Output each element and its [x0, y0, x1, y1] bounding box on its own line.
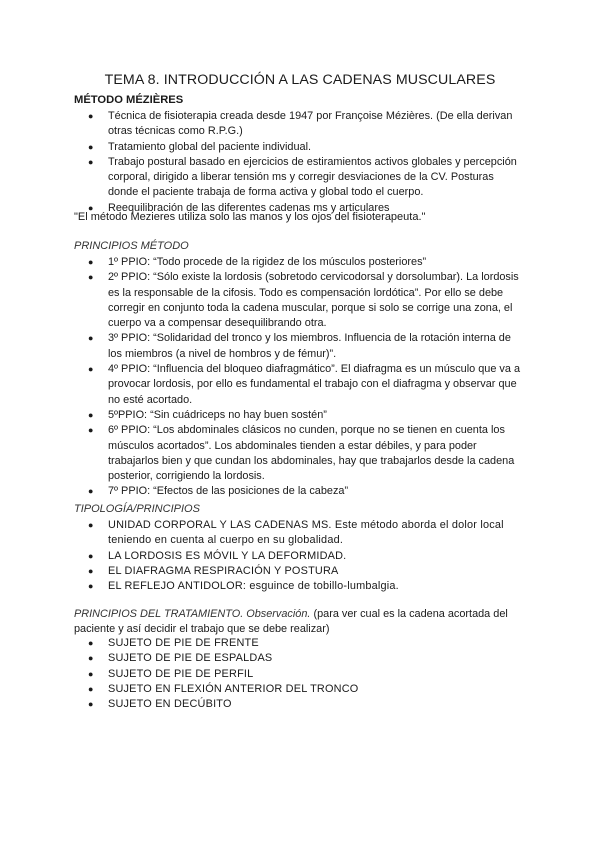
tipologia-bullet-list	[74, 518, 524, 594]
bullet-icon: ●	[88, 425, 94, 436]
bullet-icon: ●	[88, 668, 94, 679]
bullet-icon: ●	[88, 257, 94, 267]
list-item: ● SUJETO DE PIE DE PERFIL	[74, 667, 524, 682]
tratamiento-bullet-list	[74, 636, 524, 712]
bullet-icon: ●	[88, 156, 94, 167]
bullet-icon: ●	[88, 202, 94, 213]
list-item: ● Técnica de fisioterapia creada desde 1947 por Françoise Mézières. (De ella derivan otras técnicas como R.P.G.)	[88, 110, 513, 138]
bullet-icon: ●	[88, 638, 94, 648]
bullet-icon: ●	[88, 653, 94, 664]
list-item: ● Tratamiento global del paciente individual.	[74, 140, 524, 155]
bullet-icon: ●	[88, 364, 94, 375]
bullet-icon: ●	[88, 699, 94, 710]
bullet-icon: ●	[88, 486, 94, 497]
section-heading-metodo: MÉTODO MÉZIÈRES	[74, 94, 184, 106]
list-item: ● 4º PPIO: “Influencia del bloqueo diafragmático”. El diafragma es un músculo que va a provocar lordosis, por ello es fundamental el trabajo con el diafragma y observar que no esté acortado.	[88, 363, 520, 406]
list-item: ● 6º PPIO: “Los abdominales clásicos no cunden, porque no se tienen en cuenta los músculos acortados”. Los abdominales tienden a estar débiles, y para poder trabajarlos bien y que cundan los abdominales, hay que trabajarlos desde la cadena posterior, corrigiendo la lordosis.	[88, 424, 515, 483]
section-heading-tratamiento: PRINCIPIOS DEL TRATAMIENTO. Observación. (para ver cual es la cadena acortada del paciente y así decidir el trabajo que se debe realizar)	[74, 608, 508, 636]
list-item: ● 2º PPIO: “Sólo existe la lordosis (sobretodo cervicodorsal y dorsolumbar). La lordosis es la responsable de la cifosis. Todo es compensación lordótica”. Por ello se debe corregir en conjunto toda la cadena muscular, porque si solo se corrige una zona, el cuerpo va a compensar desequilibrando otra.	[88, 271, 519, 330]
list-item: ● EL REFLEJO ANTIDOLOR: esguince de tobillo-lumbalgia.	[74, 579, 524, 594]
list-item: ● SUJETO DE PIE DE FRENTE	[74, 636, 524, 651]
bullet-icon: ●	[88, 141, 94, 152]
list-item: ● SUJETO EN FLEXIÓN ANTERIOR DEL TRONCO	[74, 682, 524, 697]
bullet-icon: ●	[88, 683, 94, 694]
section-heading-tipologia: TIPOLOGÍA/PRINCIPIOS	[74, 503, 200, 515]
bullet-icon: ●	[88, 272, 94, 283]
page-title: TEMA 8. INTRODUCCIÓN A LAS CADENAS MUSCULARES	[104, 72, 496, 88]
principios-bullet-list	[74, 255, 524, 500]
bullet-icon: ●	[88, 550, 94, 561]
list-item: ● SUJETO DE PIE DE ESPALDAS	[74, 651, 524, 666]
bullet-icon: ●	[88, 333, 94, 344]
bullet-icon: ●	[88, 581, 94, 592]
bullet-icon: ●	[88, 409, 94, 420]
list-item: ● LA LORDOSIS ES MÓVIL Y LA DEFORMIDAD.	[74, 549, 524, 564]
list-item: ● Trabajo postural basado en ejercicios de estiramientos activos globales y percepción corporal, dirigido a liberar tensión ms y corregir desviaciones de la CV. Posturas donde el paciente trabaja de forma activa y global todo el cuerpo.	[88, 155, 517, 199]
list-item: ● Reequilibración de las diferentes cadenas ms y articulares	[74, 201, 524, 216]
metodo-quote: "El método Mezieres utiliza solo las manos y los ojos del fisioterapeuta."	[74, 211, 426, 223]
list-item: ● SUJETO EN DECÚBITO	[74, 697, 524, 712]
list-item: ● 5ºPPIO: “Sin cuádriceps no hay buen sostén”	[74, 408, 524, 423]
list-item: ● UNIDAD CORPORAL Y LAS CADENAS MS. Este método aborda el dolor local teniendo en cuenta al cuerpo en su globalidad.	[88, 519, 504, 547]
list-item: ● 3º PPIO: “Solidaridad del tronco y los miembros. Influencia de la rotación interna de los miembros (a nivel de hombros y de fémur)”.	[88, 332, 511, 360]
list-item: ● 7º PPIO: “Efectos de las posiciones de la cabeza”	[74, 484, 524, 499]
bullet-icon: ●	[88, 565, 94, 576]
bullet-icon: ●	[88, 111, 94, 121]
metodo-bullet-list	[74, 109, 524, 216]
section-heading-principios: PRINCIPIOS MÉTODO	[74, 240, 189, 252]
list-item: ● EL DIAFRAGMA RESPIRACIÓN Y POSTURA	[74, 564, 524, 579]
bullet-icon: ●	[88, 520, 94, 530]
list-item: ● 1º PPIO: “Todo procede de la rigidez de los músculos posteriores”	[74, 255, 524, 270]
